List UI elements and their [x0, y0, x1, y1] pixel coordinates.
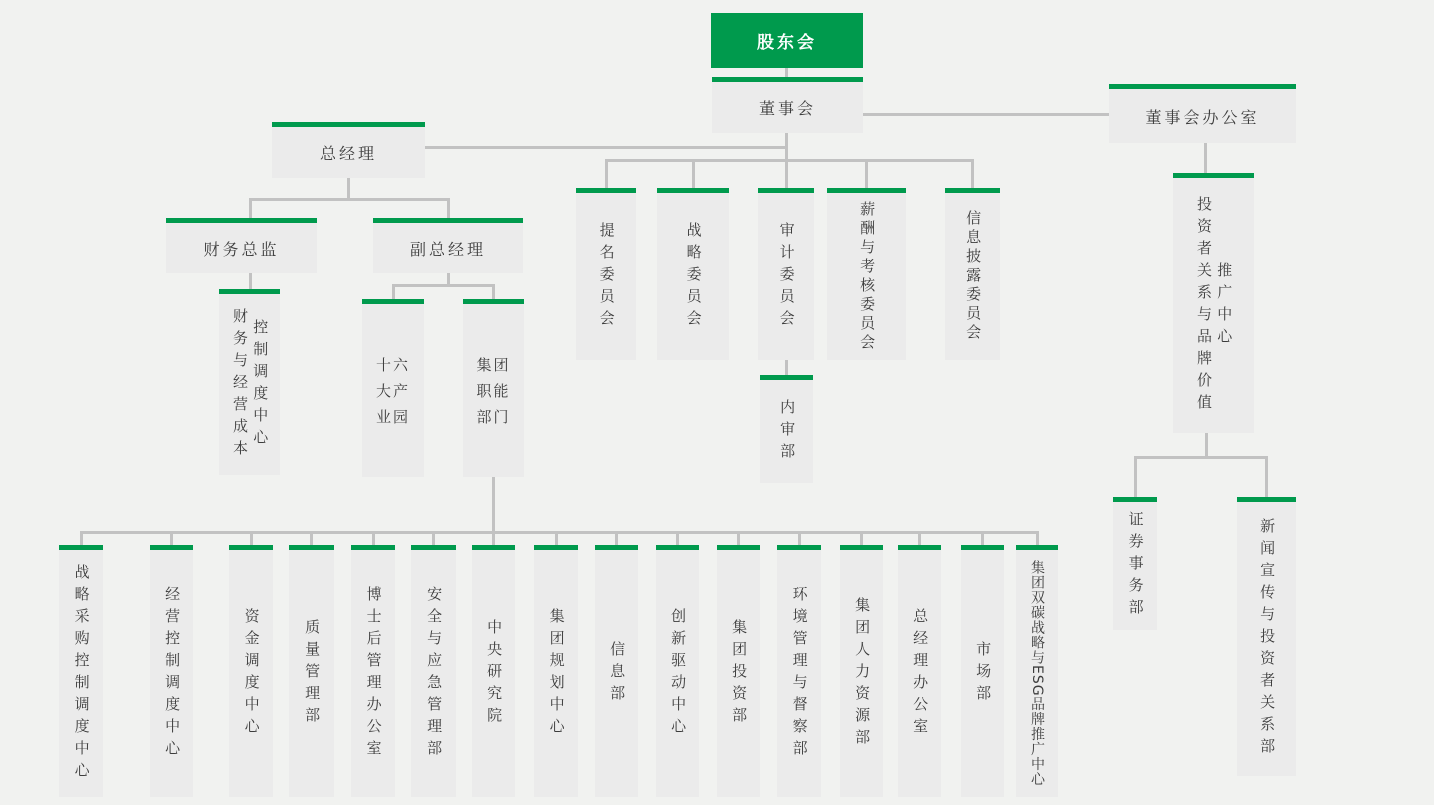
node-label: 质量管理部: [303, 618, 322, 729]
node-dept-strategic-procurement-control-center: [59, 545, 103, 797]
node-dept-marketing: [961, 545, 1004, 797]
connector-line: [1134, 456, 1137, 497]
node-label-column: 推广中心: [1215, 261, 1234, 350]
node-label: 信息部: [608, 640, 627, 707]
node-label: 博士后管理办公室: [364, 585, 383, 762]
connector-line: [676, 531, 679, 545]
node-label: 总经理办公室: [911, 607, 930, 740]
node-dept-operation-control-dispatch-center: [150, 545, 193, 797]
connector-line: [865, 159, 868, 188]
connector-line: [249, 273, 252, 289]
node-dept-environment-management-supervision: [777, 545, 821, 797]
connector-line: [981, 531, 984, 545]
node-general-manager: [272, 122, 425, 178]
node-label: 集团投资部: [730, 618, 749, 729]
connector-line: [737, 531, 740, 545]
connector-line: [692, 159, 695, 188]
node-dept-information: [595, 545, 638, 797]
node-label: 信息披露委员会: [964, 210, 983, 343]
node-label: 创新驱动中心: [669, 607, 688, 740]
connector-line: [447, 198, 450, 218]
node-label: 审计委员会: [777, 221, 796, 332]
node-label: 董事会办公室: [1145, 107, 1260, 127]
connector-line: [492, 477, 495, 533]
node-label: 集团职能部门: [476, 355, 511, 426]
node-shareholders-meeting: [711, 13, 863, 68]
node-label-column: 财务与经营成本: [231, 307, 249, 462]
node-news-investor-relations-dept: [1237, 497, 1296, 776]
node-board-of-directors: [712, 77, 863, 133]
node-label: 证券事务部: [1126, 511, 1145, 621]
node-dept-safety-emergency-management: [411, 545, 456, 797]
connector-line: [605, 159, 974, 162]
connector-line: [863, 113, 1109, 116]
node-deputy-general-manager: [373, 218, 523, 273]
connector-line: [310, 531, 313, 545]
node-internal-audit-dept: [760, 375, 813, 483]
connector-line: [80, 531, 83, 545]
node-dept-innovation-drive-center: [656, 545, 699, 797]
node-dept-group-human-resources: [840, 545, 883, 797]
node-dept-quality-management: [289, 545, 334, 797]
node-label: 战略委员会: [684, 221, 703, 332]
node-dept-dual-carbon-esg-brand-center: [1016, 545, 1058, 797]
node-label: 集团双碳战略与ESG品牌推广中心: [1029, 560, 1046, 787]
node-sixteen-industrial-parks: [362, 299, 424, 477]
connector-line: [918, 531, 921, 545]
connector-line: [1265, 456, 1268, 497]
node-remuneration-appraisal-committee: [827, 188, 906, 360]
node-dept-gm-office: [898, 545, 941, 797]
connector-line: [785, 360, 788, 375]
node-label: 提名委员会: [597, 221, 616, 332]
node-label: 安全与应急管理部: [425, 585, 444, 762]
node-group-functional-departments: [463, 299, 524, 477]
node-label: 董事会: [758, 99, 816, 118]
connector-line: [170, 531, 173, 545]
connector-line: [249, 198, 450, 201]
node-dept-postdoctoral-management-office: [351, 545, 395, 797]
node-label: 集团规划中心: [547, 607, 566, 740]
node-information-disclosure-committee: [945, 188, 1000, 360]
node-cfo: [166, 218, 317, 273]
node-label: 十六大产业园: [375, 355, 410, 426]
node-label: 副总经理: [409, 239, 486, 259]
connector-line: [615, 531, 618, 545]
connector-line: [1134, 456, 1268, 459]
node-label: 资金调度中心: [242, 607, 261, 740]
node-investor-relations-brand-center: [1173, 173, 1254, 433]
node-label: 市场部: [974, 640, 993, 707]
connector-line: [432, 531, 435, 545]
node-label: 内审部: [778, 398, 797, 465]
connector-line: [80, 531, 1039, 534]
node-finance-cost-control-center: [219, 289, 280, 475]
node-label: 集团人力资源部: [853, 596, 872, 751]
node-board-office: [1109, 84, 1296, 143]
node-dept-funds-dispatch-center: [229, 545, 273, 797]
connector-line: [249, 198, 252, 218]
node-label: 新闻宣传与投资者关系部: [1258, 518, 1277, 760]
node-label: 战略采购控制调度中心: [72, 563, 91, 784]
connector-line: [372, 531, 375, 545]
node-label: 薪酬与考核委员会: [858, 200, 877, 353]
node-audit-committee: [758, 188, 814, 360]
node-label-column: 控制调度中心: [251, 318, 270, 451]
connector-line: [392, 284, 395, 299]
node-label: 经营控制调度中心: [163, 585, 182, 762]
connector-line: [1204, 143, 1207, 173]
connector-line: [492, 284, 495, 299]
connector-line: [555, 531, 558, 545]
connector-line: [798, 531, 801, 545]
connector-line: [250, 531, 253, 545]
connector-line: [1036, 531, 1039, 545]
connector-line: [860, 531, 863, 545]
node-nomination-committee: [576, 188, 636, 360]
node-label: 环境管理与督察部: [790, 585, 809, 762]
node-strategy-committee: [657, 188, 729, 360]
node-dept-central-research-institute: [472, 545, 515, 797]
node-label: 总经理: [319, 144, 377, 163]
node-securities-affairs-dept: [1113, 497, 1157, 630]
node-label: 中央研究院: [485, 618, 504, 729]
node-label: 财务总监: [203, 239, 280, 259]
connector-line: [492, 531, 495, 545]
connector-line: [392, 284, 495, 287]
node-label: 股东会: [757, 33, 817, 53]
connector-line: [425, 146, 787, 149]
connector-line: [785, 159, 788, 188]
node-dept-group-planning-center: [534, 545, 578, 797]
connector-line: [971, 159, 974, 188]
connector-line: [605, 159, 608, 188]
node-label-column: 投资者关系与品牌价值: [1195, 195, 1213, 416]
node-dept-group-investment: [717, 545, 760, 797]
